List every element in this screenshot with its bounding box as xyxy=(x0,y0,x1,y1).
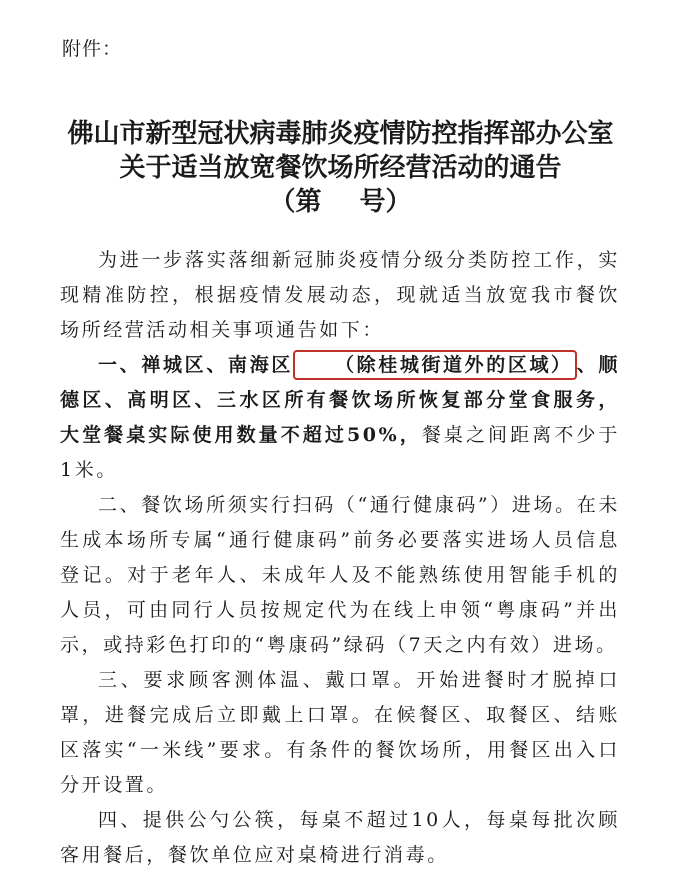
document-title-line-1: 佛山市新型冠状病毒肺炎疫情防控指挥部办公室 xyxy=(67,119,614,149)
item-1-normal: 餐桌之间距离不少于1米。 xyxy=(60,424,621,481)
document-title-line-2: 关于适当放宽餐饮场所经营活动的通告 xyxy=(119,153,562,183)
item-1-bold-b: 、顺德区、高明区、三水区所有餐饮场所恢复部分堂食服务，大堂餐桌实际使用数量不超过50%， xyxy=(60,354,620,446)
intro-paragraph: 为进一步落实落细新冠肺炎疫情分级分类防控工作，实现精准防控，根据疫情发展动态，现就适当放宽我市餐饮场所经营活动相关事项通告如下： xyxy=(60,249,620,341)
item-2-paragraph: 二、餐饮场所须实行扫码（“通行健康码”）进场。在未生成本场所专属“通行健康码”前务必要落实进场人员信息登记。对于老年人、未成年人及不能熟练使用智能手机的人员，可由同行人员按规定代为在线上申领“粤康码”并出示，或持彩色打印的“粤康码”绿码（7天之内有效）进场。 xyxy=(60,494,620,656)
document-number-prefix: （第 xyxy=(269,187,322,217)
item-4-paragraph: 四、提供公勺公筷，每桌不超过10人，每桌每批次顾客用餐后，餐饮单位应对桌椅进行消毒。 xyxy=(60,809,620,866)
document-number-suffix: 号） xyxy=(359,187,412,217)
item-1-bold-a: 一、禅城区、南海区 xyxy=(98,354,294,376)
attachment-label: 附件： xyxy=(62,38,123,60)
item-1-paragraph xyxy=(60,348,620,488)
highlighted-exception-box: （除桂城街道外的区域） xyxy=(293,350,577,380)
document-number-line xyxy=(0,181,681,218)
item-3-paragraph: 三、要求顾客测体温、戴口罩。开始进餐时才脱掉口罩，进餐完成后立即戴上口罩。在候餐区、取餐区、结账区落实“一米线”要求。有条件的餐饮场所，用餐区出入口分开设置。 xyxy=(60,669,620,796)
document-body xyxy=(60,243,620,873)
